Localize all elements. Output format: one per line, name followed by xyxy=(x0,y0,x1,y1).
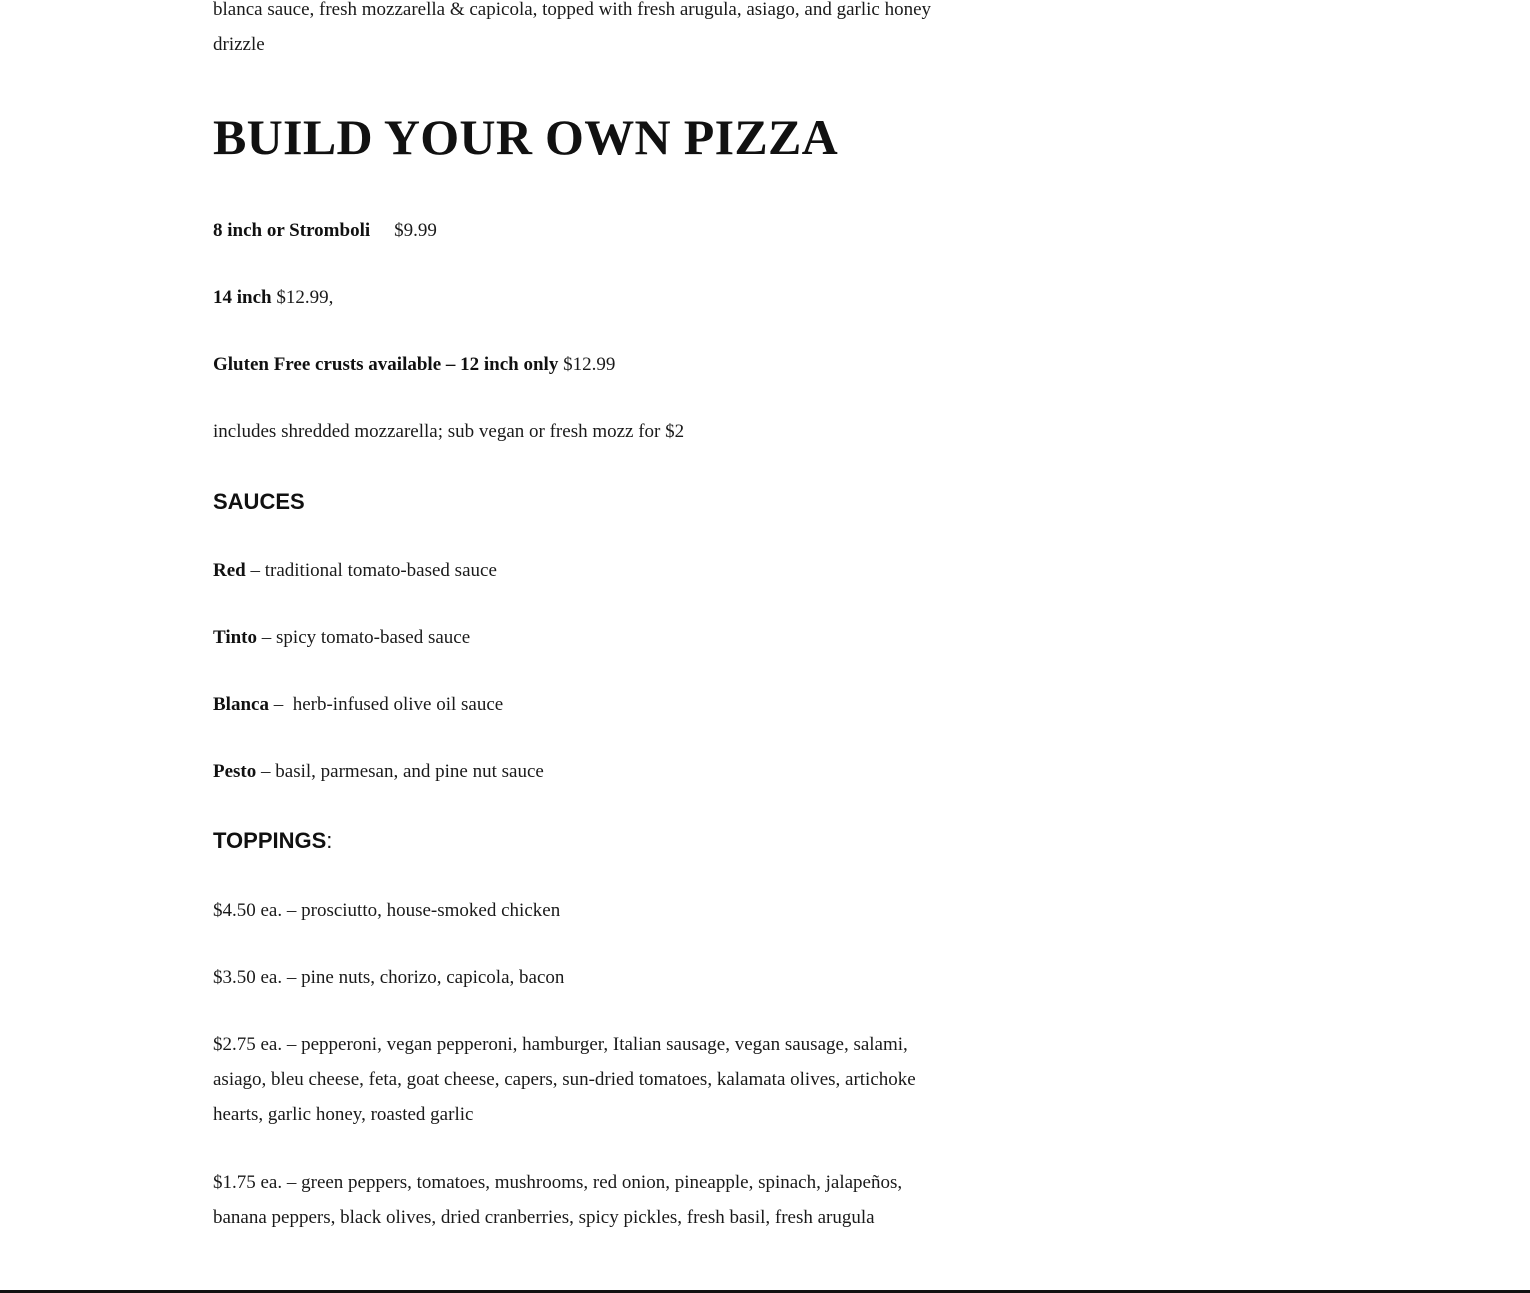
size-label: 8 inch or Stromboli xyxy=(213,220,371,241)
size-label: Gluten Free crusts available – 12 inch only xyxy=(213,354,559,375)
sauce-name: Red xyxy=(213,560,246,581)
section-title: BUILD YOUR OWN PIZZA xyxy=(213,109,839,165)
sauces-heading: SAUCES xyxy=(213,489,305,514)
sauce-name: Tinto xyxy=(213,627,258,648)
size-label: 14 inch xyxy=(213,287,272,308)
toppings-heading-colon: : xyxy=(326,828,333,853)
sauce-desc: – spicy tomato-based sauce xyxy=(257,627,471,648)
cheese-note: includes shredded mozzarella; sub vegan or fresh mozz for $2 xyxy=(213,421,685,442)
toppings-heading-text: TOPPINGS xyxy=(213,828,327,853)
sauce-item-pesto xyxy=(213,754,544,789)
size-price: $12.99 xyxy=(563,354,616,375)
sauce-desc: – herb-infused olive oil sauce xyxy=(268,694,504,715)
topping-tier-450: $4.50 ea. – prosciutto, house-smoked chicken xyxy=(213,900,561,921)
size-row-gluten-free xyxy=(213,347,615,382)
sauce-desc: – traditional tomato-based sauce xyxy=(245,560,497,581)
sauce-item-red xyxy=(213,553,497,588)
size-price: $12.99, xyxy=(276,287,334,308)
sauce-desc: – basil, parmesan, and pine nut sauce xyxy=(256,761,544,782)
topping-tier-275: $2.75 ea. – pepperoni, vegan pepperoni, hamburger, Italian sausage, vegan sausage, salami, asiago, bleu cheese, feta, goat cheese, capers, sun-dried tomatoes, kalamata olives, artichoke hearts, garlic honey, roasted garlic xyxy=(213,1034,916,1125)
size-row-14-inch xyxy=(213,280,333,315)
sauce-item-blanca xyxy=(213,687,503,722)
sauce-name: Pesto xyxy=(213,761,257,782)
topping-tier-350: $3.50 ea. – pine nuts, chorizo, capicola, bacon xyxy=(213,967,565,988)
topping-tier-175: $1.75 ea. – green peppers, tomatoes, mushrooms, red onion, pineapple, spinach, jalapeños, banana peppers, black olives, dried cranberries, spicy pickles, fresh basil, fresh arugula xyxy=(213,1172,903,1228)
toppings-heading xyxy=(213,826,332,856)
previous-item-description: blanca sauce, fresh mozzarella & capicola, topped with fresh arugula, asiago, and garlic honey drizzle xyxy=(213,0,932,55)
size-row-8-inch xyxy=(213,213,437,248)
sauce-name: Blanca xyxy=(213,694,269,715)
sauce-item-tinto xyxy=(213,620,470,655)
size-price: $9.99 xyxy=(394,220,437,241)
